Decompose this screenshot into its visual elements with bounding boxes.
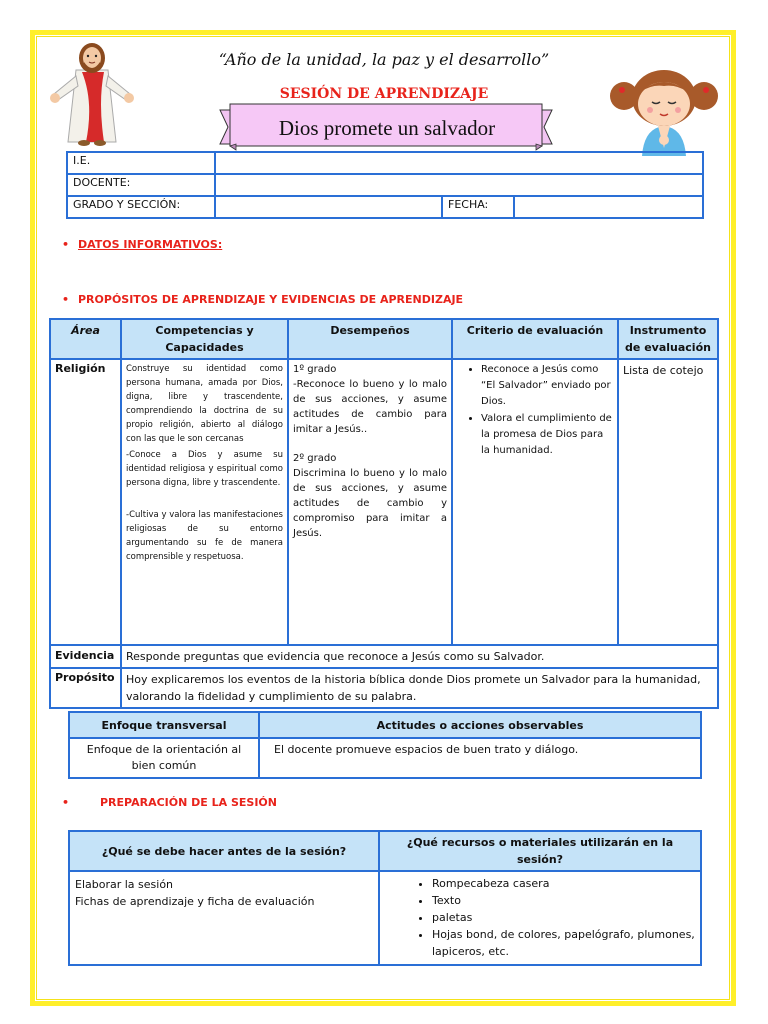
ie-field[interactable] bbox=[215, 152, 703, 174]
header-recursos: ¿Qué recursos o materiales utilizarán en la sesión? bbox=[379, 831, 701, 871]
preparation-table bbox=[68, 830, 702, 966]
purposes-table bbox=[49, 318, 719, 709]
antes-item: Fichas de aprendizaje y ficha de evaluación bbox=[75, 895, 315, 908]
header-antes: ¿Qué se debe hacer antes de la sesión? bbox=[69, 831, 379, 871]
grado-1-label: 1º grado bbox=[293, 364, 337, 375]
docente-label: DOCENTE: bbox=[67, 174, 215, 196]
grado-label: GRADO Y SECCIÓN: bbox=[67, 196, 215, 218]
header-competencias: Competencias y Capacidades bbox=[121, 319, 288, 359]
criterios-cell bbox=[452, 359, 618, 645]
recurso-item: • paletas bbox=[432, 909, 700, 926]
fecha-label: FECHA: bbox=[442, 196, 514, 218]
fecha-field[interactable] bbox=[514, 196, 703, 218]
evidencia-label: Evidencia bbox=[50, 645, 121, 668]
instrumento-value: Lista de cotejo bbox=[618, 359, 718, 645]
header-actitudes: Actitudes o acciones observables bbox=[259, 712, 701, 738]
section-propositos bbox=[62, 293, 463, 306]
section-preparacion-label: PREPARACIÓN DE LA SESIÓN bbox=[100, 796, 277, 809]
recursos-cell bbox=[379, 871, 701, 965]
bullet: • bbox=[62, 293, 70, 306]
grado-2-text: Discrimina lo bueno y lo malo de sus acciones, y asume actitudes de cambio y compromiso para imitar a Jesús. bbox=[293, 468, 447, 539]
grado-1-text: -Reconoce lo bueno y lo malo de sus acciones, y asume actitudes de cambio para imitar a Jesús.. bbox=[293, 379, 447, 435]
section-preparacion bbox=[62, 796, 277, 809]
enfoque-value: Enfoque de la orientación al bien común bbox=[69, 738, 259, 778]
competencias-cell bbox=[121, 359, 288, 645]
recurso-item: • Hojas bond, de colores, papelógrafo, plumones, lapiceros, etc. bbox=[432, 926, 700, 960]
header-enfoque: Enfoque transversal bbox=[69, 712, 259, 738]
competencia-main: Construye su identidad como persona humana, amada por Dios, digna, libre y trascendente, comprendiendo la doctrina de su propio religión, abierto al diálogo con las que le son cercanas bbox=[126, 364, 283, 444]
competencia-2: -Cultiva y valora las manifestaciones religiosas de su entorno argumentando su fe de manera comprensible y respetuosa. bbox=[126, 510, 283, 562]
grado-field[interactable] bbox=[215, 196, 442, 218]
enfoque-table bbox=[68, 711, 702, 779]
criterio-item: • Valora el cumplimiento de la promesa de Dios para la humanidad. bbox=[481, 411, 613, 459]
ie-label: I.E. bbox=[67, 152, 215, 174]
header-instrumento: Instrumento de evaluación bbox=[618, 319, 718, 359]
section-propositos-label: PROPÓSITOS DE APRENDIZAJE Y EVIDENCIAS DE APRENDIZAJE bbox=[78, 293, 464, 306]
session-title: Dios promete un salvador bbox=[278, 116, 496, 140]
desempenos-cell bbox=[288, 359, 452, 645]
header-desempenos: Desempeños bbox=[288, 319, 452, 359]
area-value: Religión bbox=[50, 359, 121, 645]
antes-item: Elaborar la sesión bbox=[75, 878, 174, 891]
proposito-label: Propósito bbox=[50, 668, 121, 708]
recurso-item: • Rompecabeza casera bbox=[432, 875, 700, 892]
criterio-item: • Reconoce a Jesús como “El Salvador” enviado por Dios. bbox=[481, 362, 613, 410]
docente-field[interactable] bbox=[215, 174, 703, 196]
session-label: SESIÓN DE APRENDIZAJE bbox=[279, 86, 489, 102]
antes-cell bbox=[69, 871, 379, 965]
bullet: • bbox=[62, 796, 70, 809]
evidencia-text: Responde preguntas que evidencia que reconoce a Jesús como su Salvador. bbox=[121, 645, 718, 668]
year-motto: “Año de la unidad, la paz y el desarrollo” bbox=[218, 50, 550, 69]
actitud-value: El docente promueve espacios de buen trato y diálogo. bbox=[259, 738, 701, 778]
grado-2-label: 2º grado bbox=[293, 453, 337, 464]
info-table bbox=[66, 151, 704, 219]
bullet: • bbox=[62, 238, 70, 251]
section-datos-label: DATOS INFORMATIVOS: bbox=[78, 238, 223, 251]
header-criterio: Criterio de evaluación bbox=[452, 319, 618, 359]
recurso-item: • Texto bbox=[432, 892, 700, 909]
section-datos bbox=[62, 238, 222, 251]
praying-girl-illustration bbox=[606, 68, 722, 156]
proposito-text: Hoy explicaremos los eventos de la historia bíblica donde Dios promete un Salvador para la humanidad, valorando la fidelidad y cumplimiento de su palabra. bbox=[121, 668, 718, 708]
header-area: Área bbox=[50, 319, 121, 359]
competencia-1: -Conoce a Dios y asume su identidad religiosa y espiritual como persona digna, libre y trascendente. bbox=[126, 450, 283, 488]
